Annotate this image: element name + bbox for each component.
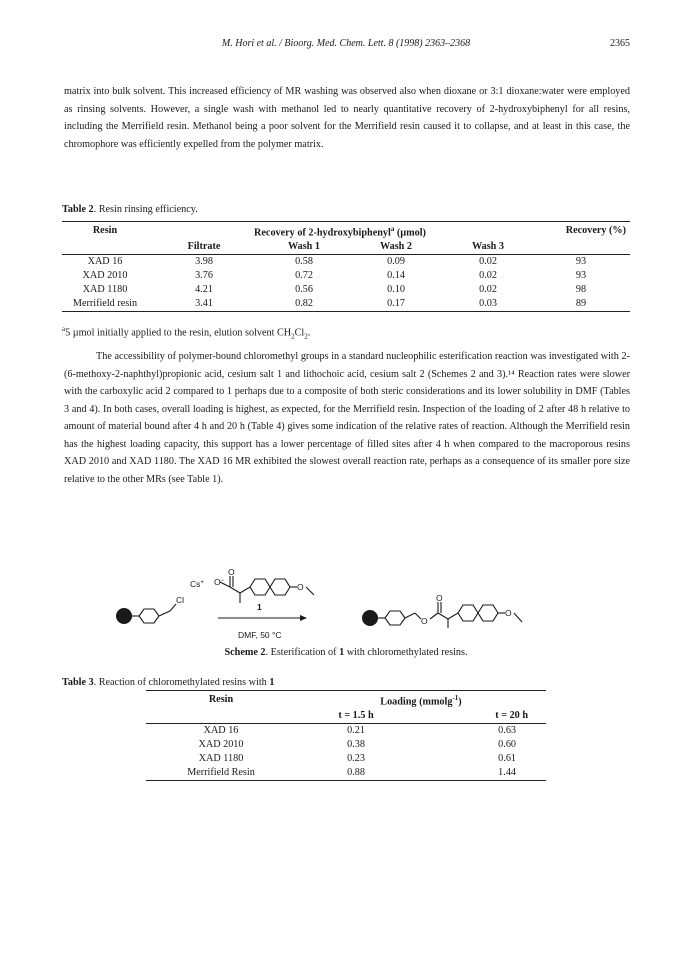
product-resin-bead-icon (362, 610, 378, 626)
table-2-cell-recovery: 93 (575, 270, 587, 282)
label-compound-1: 1 (257, 602, 262, 612)
page-number: 2365 (610, 38, 630, 49)
table-row (62, 297, 630, 312)
label-o-anion-text: O (214, 577, 221, 587)
table-2-cell-resin: XAD 2010 (82, 270, 128, 282)
table-3-caption-text: . Reaction of chloromethylated resins with (93, 677, 270, 688)
table-2-cell-resin: Merrifield resin (62, 297, 148, 312)
table-3-caption-label: Table 3 (62, 677, 94, 688)
table-3-col-loading (296, 691, 546, 710)
table-3-caption (62, 677, 274, 688)
label-o-anion-charge: − (220, 578, 225, 584)
table-3-subheader-row (146, 709, 546, 724)
running-head-title: M. Hori et al. / Bioorg. Med. Chem. Lett. 8 (1998) 2363–2368 (221, 38, 471, 49)
table-2-cell-resin: XAD 1180 (82, 284, 128, 296)
paragraph-1: matrix into bulk solvent. This increased efficiency of MR washing was observed also when dioxane or 3:1 dioxane:water were employed as rinsing solvents. However, a single wash with methanol led to nearly quantitative recovery of 2-hydroxybiphenyl for all resins, including the Merrifield resin. Methanol being a poor solvent for the Merrifield resin caused it to collapse, and at least in this case, the chromophore was efficiently expelled from the polymer matrix. (64, 86, 630, 150)
footnote-end: . (307, 327, 311, 339)
table-2-cell-resin: XAD 16 (87, 256, 123, 268)
label-o-anion (214, 577, 225, 587)
table-2-col-resin: Resin (92, 225, 118, 237)
footnote-mid: Cl (294, 327, 305, 339)
table-2-caption (62, 204, 198, 215)
table-2-sub-wash2: Wash 2 (348, 240, 444, 255)
label-cs (190, 579, 204, 589)
table-3-cell-resin: XAD 2010 (198, 739, 244, 751)
label-conditions: DMF, 50 °C (238, 630, 282, 640)
table-row (146, 752, 546, 766)
table-2-cell-recovery: 98 (575, 284, 587, 296)
table-2-cell-recovery: 93 (575, 256, 587, 268)
scheme-2-caption-end: with chloromethylated resins. (344, 647, 468, 658)
label-o-carbonyl-1: O (228, 567, 235, 577)
table-2-header-row (62, 222, 630, 240)
table-2-cell-wash1: 0.82 (260, 297, 348, 312)
table-row (146, 766, 546, 781)
table-2-caption-label: Table 2 (62, 204, 94, 215)
footnote-sub-2: 2 (304, 332, 308, 341)
table-3-caption-compound: 1 (269, 677, 275, 688)
table-2-col-group-unit: (µmol) (394, 227, 426, 239)
table-3-cell-t20: 0.60 (498, 739, 516, 751)
label-o-methoxy-1: O (297, 582, 304, 592)
table-2-cell-wash1: 0.58 (295, 256, 313, 268)
table-2-cell-wash3: 0.02 (479, 256, 497, 268)
table-2-cell-wash2: 0.14 (387, 270, 405, 282)
table-2-cell-filtrate: 3.98 (195, 256, 213, 268)
footnote-marker: a (62, 325, 66, 333)
table-3-cell-t20: 1.44 (416, 766, 546, 781)
table-2-cell-wash3: 0.02 (479, 284, 497, 296)
table-3-cell-t15: 0.23 (347, 753, 365, 765)
scheme-2-caption-label: Scheme 2 (224, 647, 266, 658)
table-row (146, 724, 546, 739)
table-2-sub-filtrate: Filtrate (148, 240, 260, 255)
table-2-cell-wash2: 0.09 (387, 256, 405, 268)
label-o-carbonyl-2: O (436, 593, 443, 603)
table-2-cell-wash1: 0.72 (295, 270, 313, 282)
label-cs-charge: + (200, 580, 204, 586)
label-cl: Cl (176, 595, 185, 605)
product-naphthalene-ring-a-icon (458, 605, 478, 621)
table-2-sub-wash3: Wash 3 (444, 240, 532, 255)
table-2-cell-wash2: 0.10 (387, 284, 405, 296)
table-2-sub-wash1: Wash 1 (260, 240, 348, 255)
table-3-cell-t20: 0.63 (498, 725, 516, 737)
table-row (62, 269, 630, 283)
label-cs-text: Cs (190, 579, 201, 589)
scheme-2-caption-compound: 1 (339, 647, 345, 658)
table-3-col-loading-end: ) (458, 696, 462, 708)
table-3-cell-resin: XAD 1180 (198, 753, 244, 765)
resin-bead-icon (116, 608, 132, 624)
product-benzene-ring-icon (385, 611, 405, 625)
table-2 (62, 221, 630, 312)
table-2-subheader-row (62, 240, 630, 255)
table-3-cell-t20: 0.61 (498, 753, 516, 765)
table-3-header-row (146, 691, 546, 710)
table-2-col-group-text: Recovery of 2-hydroxybiphenyl (254, 227, 391, 239)
table-3-sub-t20: t = 20 h (416, 709, 546, 724)
table-3-sub-t15: t = 1.5 h (296, 709, 416, 724)
table-row (62, 283, 630, 297)
running-head (0, 38, 692, 52)
table-3-cell-t15: 0.38 (347, 739, 365, 751)
table-2-cell-filtrate: 3.41 (148, 297, 260, 312)
label-o-methoxy-2: O (505, 608, 512, 618)
table-row (146, 738, 546, 752)
table-2-col-group-sup: a (390, 225, 395, 233)
table-2-cell-filtrate: 4.21 (195, 284, 213, 296)
table-3-col-loading-sup: -1 (452, 694, 459, 702)
footnote-sub-1: 2 (291, 332, 295, 341)
table-2-footnote (62, 325, 310, 340)
naphthalene-ring-a-icon (250, 579, 270, 595)
table-3-cell-resin: XAD 16 (203, 725, 239, 737)
benzene-ring-icon (139, 609, 159, 623)
table-2-col-recovery: Recovery (%) (565, 225, 626, 237)
table-3 (146, 690, 546, 781)
table-row (62, 255, 630, 270)
naphthalene-ring-b-icon (270, 579, 290, 595)
table-3-col-loading-text: Loading (mmolg (380, 696, 453, 708)
table-2-caption-text: . Resin rinsing efficiency. (93, 204, 198, 215)
table-2-col-group (148, 222, 532, 240)
table-2-cell-filtrate: 3.76 (195, 270, 213, 282)
table-2-cell-wash3: 0.03 (444, 297, 532, 312)
product-naphthalene-ring-b-icon (478, 605, 498, 621)
table-3-cell-resin: Merrifield Resin (146, 766, 296, 781)
scheme-2-caption (0, 647, 692, 658)
table-2-cell-wash1: 0.56 (295, 284, 313, 296)
table-3-col-resin: Resin (146, 691, 296, 710)
table-2-cell-recovery: 89 (532, 297, 630, 312)
table-2-cell-wash3: 0.02 (479, 270, 497, 282)
label-o-ester: O (421, 616, 428, 626)
table-3-cell-t15: 0.88 (296, 766, 416, 781)
table-3-cell-t15: 0.21 (347, 725, 365, 737)
table-2-cell-wash2: 0.17 (348, 297, 444, 312)
scheme-2-caption-text: . Esterification of (265, 647, 340, 658)
footnote-text: 5 µmol initially applied to the resin, elution solvent CH (65, 327, 292, 339)
scheme-2-diagram (100, 566, 600, 644)
paragraph-2: The accessibility of polymer-bound chloromethyl groups in a standard nucleophilic esterification reaction was investigated with 2-(6-methoxy-2-naphthyl)propionic acid, cesium salt 1 and lithochoic acid, cesium salt 2 (Schemes 2 and 3).¹⁴ Reaction rates were slower with the carboxylic acid 2 compared to 1 perhaps due to a composite of both steric considerations and its lower solubility in DMF (Tables 3 and 4). In both cases, overall loading is highest, as expected, for the Merrifield resin. Inspection of the loading of 2 after 48 h relative to amount of material bound after 4 h and 20 h (Table 4) gives some indication of the relative rates of reaction. Although the Merrifield resin has the highest loading capacity, this support has a lower percentage of filled sites after 4 h when compared to the macroporous resins XAD 2010 and XAD 1180. The XAD 16 MR exhibited the slowest overall reaction rate, perhaps as a consequence of its smaller pore size relative to the other MRs (see Table 1). (64, 351, 630, 485)
